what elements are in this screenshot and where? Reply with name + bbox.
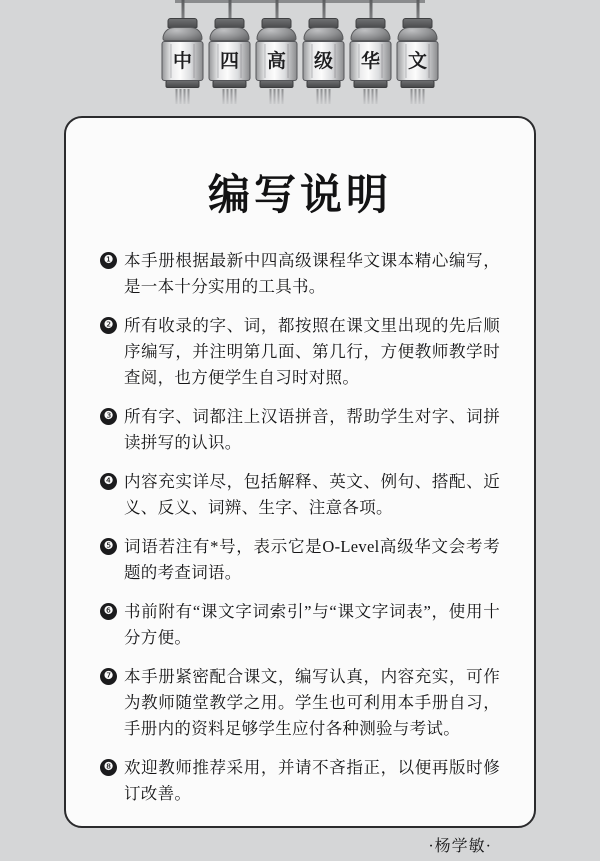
lantern-dome-icon [257,27,297,41]
lantern-glyph: 中 [172,50,192,72]
list-item-number: ❼ [100,668,117,685]
instruction-list [100,248,500,807]
list-item-number: ❹ [100,473,117,490]
lantern-dome-icon [398,27,438,41]
lantern-row [161,0,440,105]
lantern-dome-icon [304,27,344,41]
lantern-cord-icon [275,0,278,18]
list-item [100,248,500,300]
lantern-dome-icon [163,27,203,41]
list-item [100,313,500,391]
lantern-5 [349,0,393,105]
lantern-tassel-icon [315,89,333,105]
list-item [100,469,500,521]
lantern-tassel-icon [268,89,286,105]
lantern-base-icon [260,80,294,88]
lantern-4 [302,0,346,105]
list-item-number: ❸ [100,408,117,425]
lantern-base-icon [401,80,435,88]
page-title: 编写说明 [207,173,392,219]
lantern-glyph: 文 [407,50,427,72]
lantern-body [397,41,439,81]
lantern-cord-icon [181,0,184,18]
lantern-cord-icon [416,0,419,18]
lantern-glyph: 四 [219,50,239,72]
list-item-number: ❺ [100,538,117,555]
lantern-cord-icon [228,0,231,18]
list-item-text: 本手册紧密配合课文，编写认真，内容充实，可作为教师随堂教学之用。学生也可利用本手册自习，手册内的资料足够学生应付各种测验与考试。 [124,667,500,738]
list-item [100,664,500,742]
list-item [100,755,500,807]
lantern-tassel-icon [221,89,239,105]
lantern-glyph: 华 [360,50,380,72]
lantern-banner [0,0,600,118]
list-item-text: 所有字、词都注上汉语拼音，帮助学生对字、词拼读拼写的认识。 [124,407,500,452]
lantern-base-icon [307,80,341,88]
list-item-text: 所有收录的字、词，都按照在课文里出现的先后顺序编写，并注明第几面、第几行，方便教师教学时查阅，也方便学生自习时对照。 [124,316,500,387]
lantern-tassel-icon [174,89,192,105]
list-item [100,404,500,456]
content-card [64,116,536,855]
lantern-1 [161,0,205,105]
lantern-base-icon [166,80,200,88]
list-item-number: ❷ [100,317,117,334]
lantern-body [209,41,251,81]
list-item [100,534,500,586]
lantern-3 [255,0,299,105]
list-item-text: 书前附有“课文字词索引”与“课文字词表”，使用十分方便。 [124,602,500,647]
lantern-cord-icon [322,0,325,18]
lantern-tassel-icon [409,89,427,105]
list-item-text: 词语若注有*号，表示它是O-Level高级华文会考考题的考查词语。 [124,537,500,582]
lantern-cord-icon [369,0,372,18]
list-item-text: 欢迎教师推荐采用，并请不吝指正，以便再版时修订改善。 [124,758,500,803]
author-signature: ·杨学敏· [428,838,492,855]
list-item-number: ❶ [100,252,117,269]
lantern-body [303,41,345,81]
lantern-base-icon [354,80,388,88]
lantern-body [162,41,204,81]
lantern-dome-icon [210,27,250,41]
lantern-body [350,41,392,81]
lantern-tassel-icon [362,89,380,105]
lantern-base-icon [213,80,247,88]
lantern-2 [208,0,252,105]
lantern-body [256,41,298,81]
lantern-6 [396,0,440,105]
lantern-glyph: 高 [266,50,286,72]
lantern-dome-icon [351,27,391,41]
list-item-number: ❻ [100,603,117,620]
list-item-text: 本手册根据最新中四高级课程华文课本精心编写，是一本十分实用的工具书。 [124,251,500,296]
list-item-number: ❽ [100,759,117,776]
list-item [100,599,500,651]
list-item-text: 内容充实详尽，包括解释、英文、例句、搭配、近义、反义、词辨、生字、注意各项。 [124,472,500,517]
lantern-glyph: 级 [313,50,333,72]
